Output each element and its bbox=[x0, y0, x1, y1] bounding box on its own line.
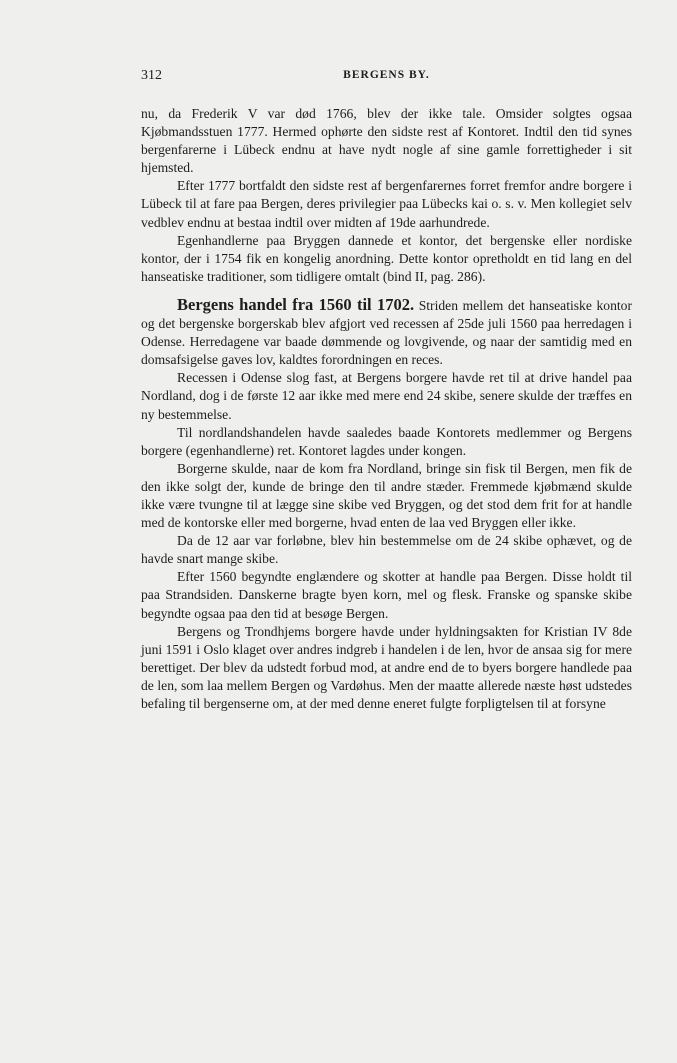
section-lead-text: Striden mellem det hanseatiske kontor og det bergenske borgerskab blev afgjort ved recessen af 25de juli 1560 paa herredagen i Odense. Herredagene var baade dømmende og lovgivende, og naar der samtidig med en domsafsigelse gaves lov, kaldtes forordningen en reces. bbox=[141, 297, 632, 368]
paragraph: Da de 12 aar var forløbne, blev hin bestemmelse om de 24 skibe ophævet, og de havde snart mange skibe. bbox=[141, 533, 632, 567]
section-lead-paragraph bbox=[141, 296, 632, 369]
paragraph: Efter 1560 begyndte englændere og skotter at handle paa Bergen. Disse holdt til paa Strandsiden. Danskerne bragte byen korn, mel og flesk. Franske og spanske skibe begyndte ogsaa paa den tid at besøge Bergen. bbox=[141, 569, 632, 621]
paragraph: nu, da Frederik V var død 1766, blev der ikke tale. Omsider solgtes ogsaa Kjøbmandsstuen 1777. Hermed ophørte den sidste rest af Kontoret. Indtil den tid synes bergenfarerne i Lübeck endnu at have nydt nogle af sine gamle forrettigheder i sit hjemsted. bbox=[141, 106, 632, 176]
page-number: 312 bbox=[141, 68, 162, 83]
paragraph: Egenhandlerne paa Bryggen dannede et kontor, det bergenske eller nordiske kontor, der i 1754 fik en kongelig anordning. Dette kontor opretholdt en tid lang en del hanseatiske traditioner, som tidligere omtalt (bind II, pag. 286). bbox=[141, 232, 632, 284]
paragraph: Efter 1777 bortfaldt den sidste rest af bergenfarernes forret fremfor andre borgere i Lübeck til at fare paa Bergen, deres privilegier paa Lübecks kai o. s. v. Men kollegiet selv vedblev endnu at bestaa indtil over midten af 19de aarhundrede. bbox=[141, 178, 632, 230]
page-header bbox=[141, 68, 632, 86]
paragraph: Bergens og Trondhjems borgere havde under hyldningsakten for Kristian IV 8de juni 1591 i Oslo klaget over andres indgreb i handelen i de len, hvor de ansaa sig for mere berettiget. Der blev da udstedt forbud mod, at andre end de to byers borgere handlede paa de len, som laa mellem Bergen og Vardøhus. Men der maatte allerede næste høst udstedes befaling til bergenserne om, at der med denne eneret fulgte forpligtelsen til at forsyne bbox=[141, 623, 632, 711]
section-heading: Bergens handel fra 1560 til 1702. bbox=[177, 294, 415, 314]
paragraph: Recessen i Odense slog fast, at Bergens borgere havde ret til at drive handel paa Nordland, dog i de første 12 aar ikke med mere end 24 skibe, senere skulde der træffes en ny bestemmelse. bbox=[141, 370, 632, 422]
running-title: BERGENS BY. bbox=[343, 69, 430, 81]
page-body bbox=[141, 105, 632, 713]
paragraph: Borgerne skulde, naar de kom fra Nordland, bringe sin fisk til Bergen, men fik de den ikke solgt der, kunde de bringe den til andre stæder. Fremmede kjøbmænd skulde ikke være tvungne til at lægge sine skibe ved Bryggen, og det stod dem frit for at handle med de kontorske eller med borgerne, hvad enten de laa ved Bryggen eller ikke. bbox=[141, 460, 632, 531]
paragraph: Til nordlandshandelen havde saaledes baade Kontorets medlemmer og Bergens borgere (egenhandlerne) ret. Kontoret lagdes under kongen. bbox=[141, 424, 632, 458]
